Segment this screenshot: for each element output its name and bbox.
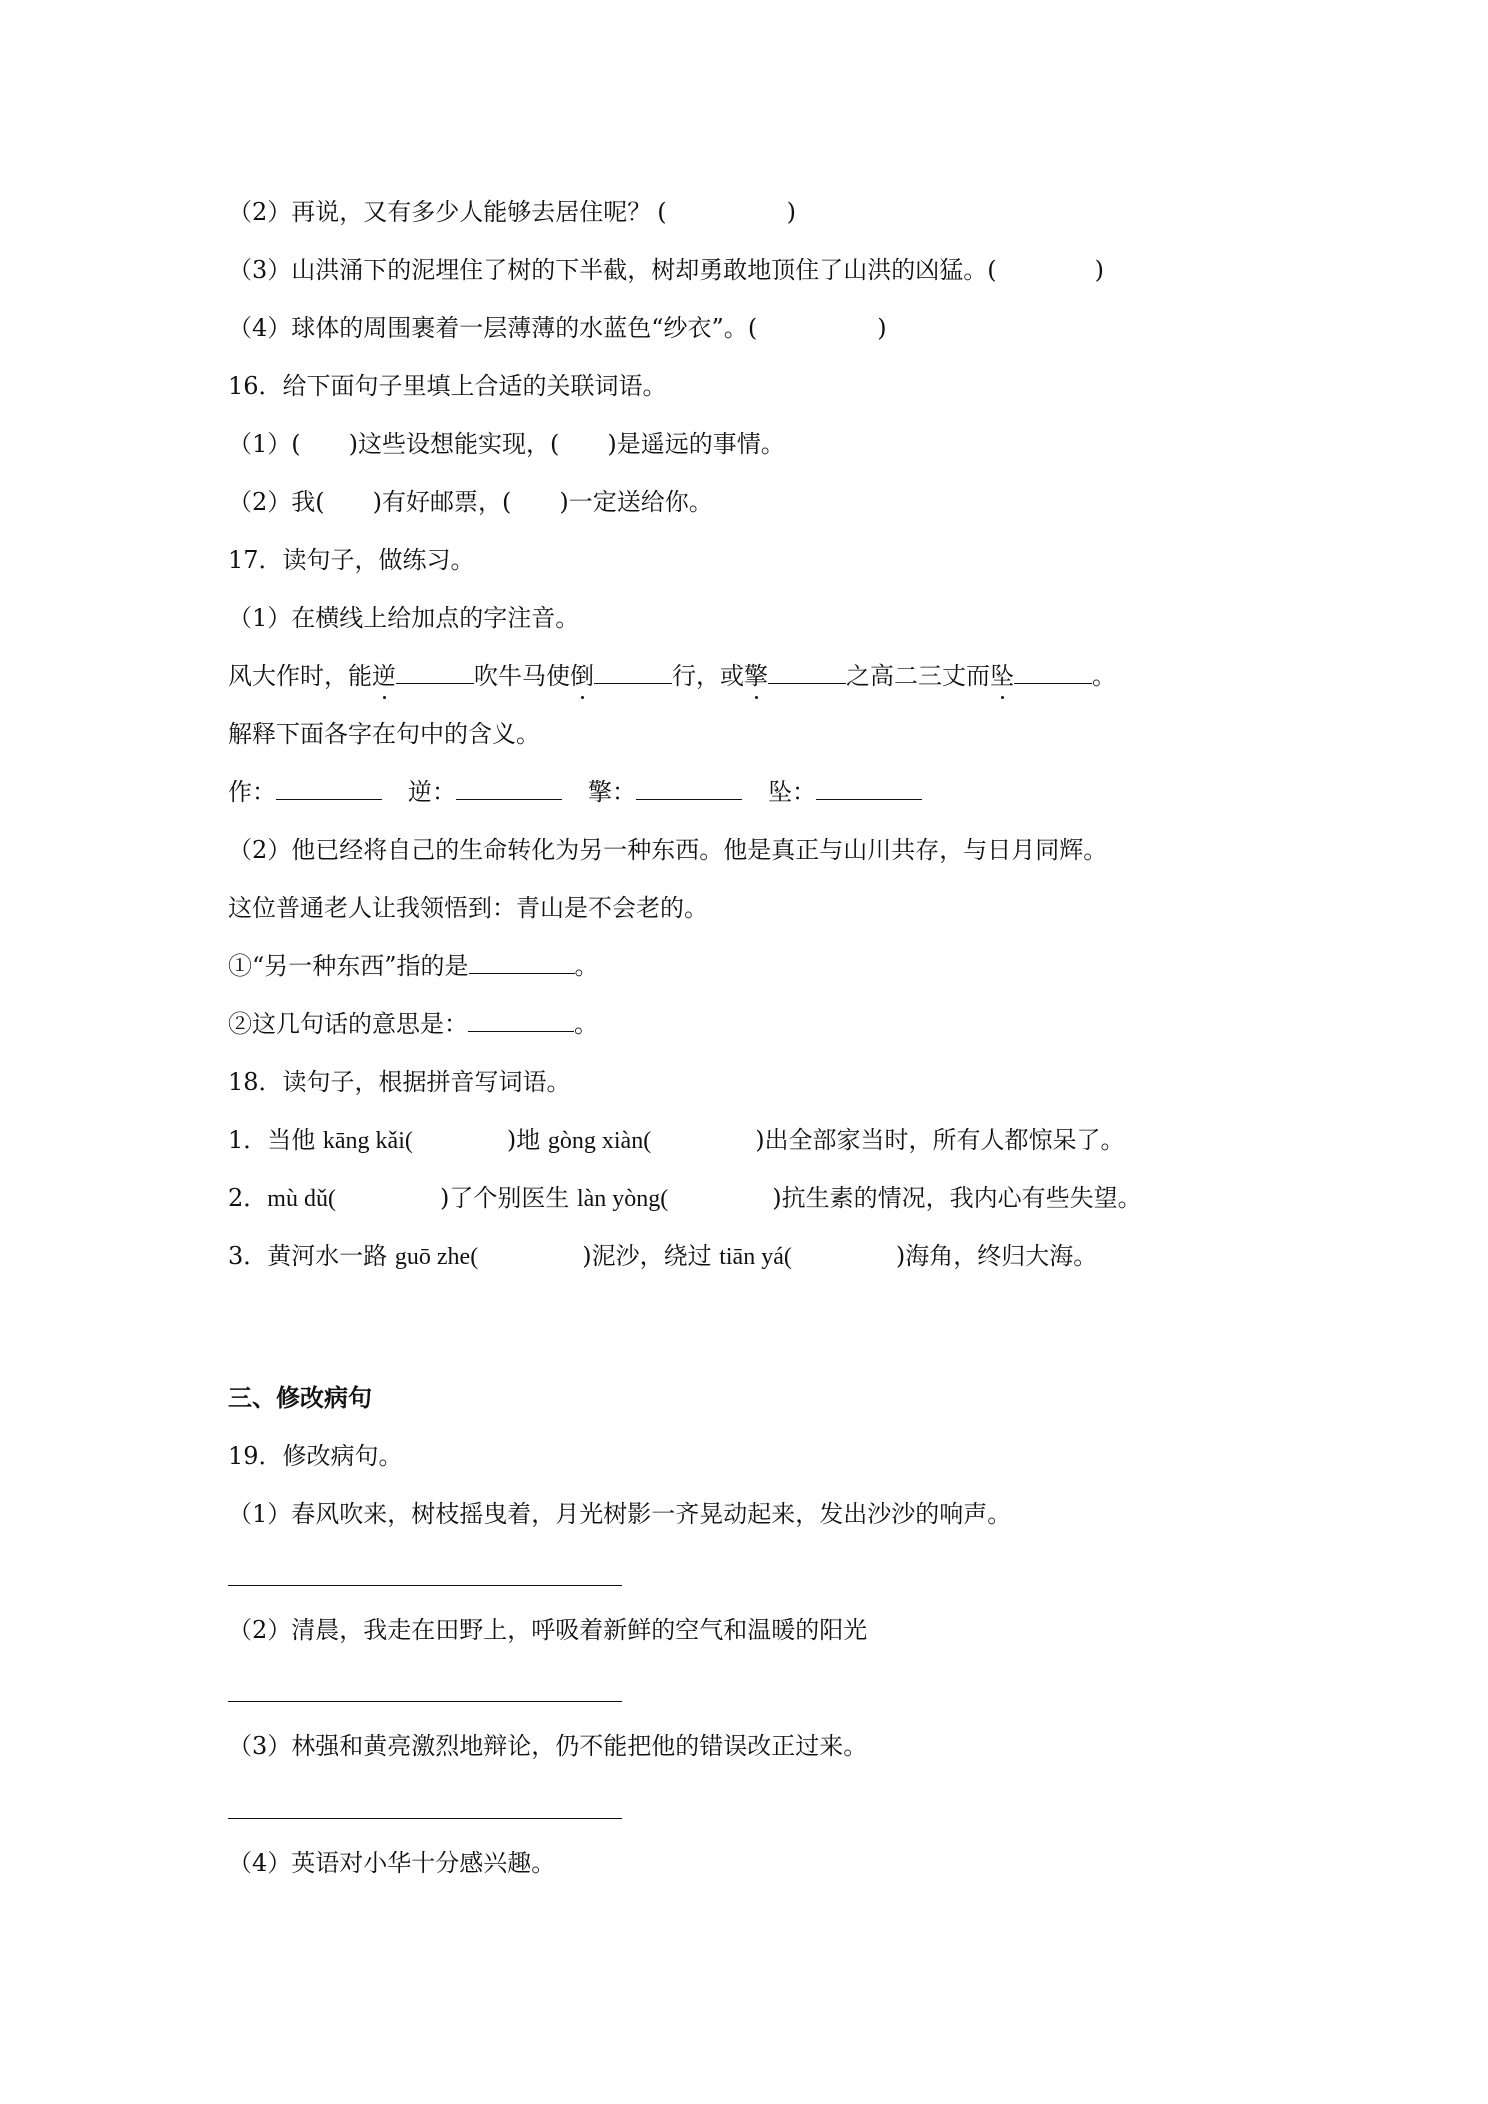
pinyin-blank[interactable] xyxy=(396,661,474,684)
answer-line[interactable] xyxy=(228,1585,622,1586)
q16-item-1: （1）( )这些设想能实现，( )是遥远的事情。 xyxy=(228,430,785,458)
q18-row-2: 2．mù dǔ( )了个别医生 làn yòng( )抗生素的情况，我内心有些失望。 xyxy=(228,1184,1142,1212)
q19-title: 19．修改病句。 xyxy=(228,1442,403,1470)
meaning-blank[interactable] xyxy=(816,777,922,800)
q15-item-4: （4）球体的周围裹着一层薄薄的水蓝色“纱衣”。( ) xyxy=(228,314,887,342)
q15-item-3: （3）山洪涌下的泥埋住了树的下半截，树却勇敢地顶住了山洪的凶猛。( ) xyxy=(228,256,1105,284)
pinyin-blank[interactable] xyxy=(768,661,846,684)
dotted-char: 擎 xyxy=(744,662,768,690)
meaning-blank[interactable] xyxy=(636,777,742,800)
q17-title: 17．读句子，做练习。 xyxy=(228,546,475,574)
answer-blank[interactable] xyxy=(469,951,575,974)
answer-line[interactable] xyxy=(228,1701,622,1702)
dotted-char: 坠 xyxy=(990,662,1014,690)
q19-item-2: （2）清晨，我走在田野上，呼吸着新鲜的空气和温暖的阳光 xyxy=(228,1616,868,1644)
q19-item-1: （1）春风吹来，树枝摇曳着，月光树影一齐晃动起来，发出沙沙的响声。 xyxy=(228,1500,1012,1528)
section-heading: 三、修改病句 xyxy=(228,1383,372,1412)
q16-item-2: （2）我( )有好邮票，( )一定送给你。 xyxy=(228,488,713,516)
q16-title: 16．给下面句子里填上合适的关联词语。 xyxy=(228,372,667,400)
q17-sentence: 风大作时，能逆 吹牛马使倒 行，或擎 之高二三丈而坠 。 xyxy=(228,662,1116,690)
q18-row-1: 1．当他 kāng kǎi( )地 gòng xiàn( )出全部家当时，所有人都惊呆了。 xyxy=(228,1126,1125,1154)
q17-sub2: ②这几句话的意思是： 。 xyxy=(228,1010,598,1038)
q17-sub1: ①“另一种东西”指的是 。 xyxy=(228,952,599,980)
dotted-char: 倒 xyxy=(570,662,594,690)
q19-item-4: （4）英语对小华十分感兴趣。 xyxy=(228,1849,556,1877)
pinyin-blank[interactable] xyxy=(594,661,672,684)
dotted-char: 逆 xyxy=(372,662,396,690)
meaning-blank[interactable] xyxy=(276,777,382,800)
answer-blank[interactable] xyxy=(468,1009,574,1032)
q17-part2: （2）他已经将自己的生命转化为另一种东西。他是真正与山川共存，与日月同辉。 xyxy=(228,836,1108,864)
q17-part1: （1）在横线上给加点的字注音。 xyxy=(228,604,580,632)
pinyin-blank[interactable] xyxy=(1014,661,1092,684)
q17-explain: 解释下面各字在句中的含义。 xyxy=(228,720,540,748)
q17-part2b: 这位普通老人让我领悟到：青山是不会老的。 xyxy=(228,894,708,922)
meaning-blank[interactable] xyxy=(456,777,562,800)
q18-title: 18．读句子，根据拼音写词语。 xyxy=(228,1068,571,1096)
q15-item-2: （2）再说，又有多少人能够去居住呢？ ( ) xyxy=(228,198,797,226)
q17-word-blanks: 作： 逆： 擎： 坠： xyxy=(228,777,922,807)
answer-line[interactable] xyxy=(228,1818,622,1819)
q19-item-3: （3）林强和黄亮激烈地辩论，仍不能把他的错误改正过来。 xyxy=(228,1732,868,1760)
q18-row-3: 3．黄河水一路 guō zhe( )泥沙，绕过 tiān yá( )海角，终归大海。 xyxy=(228,1242,1098,1270)
